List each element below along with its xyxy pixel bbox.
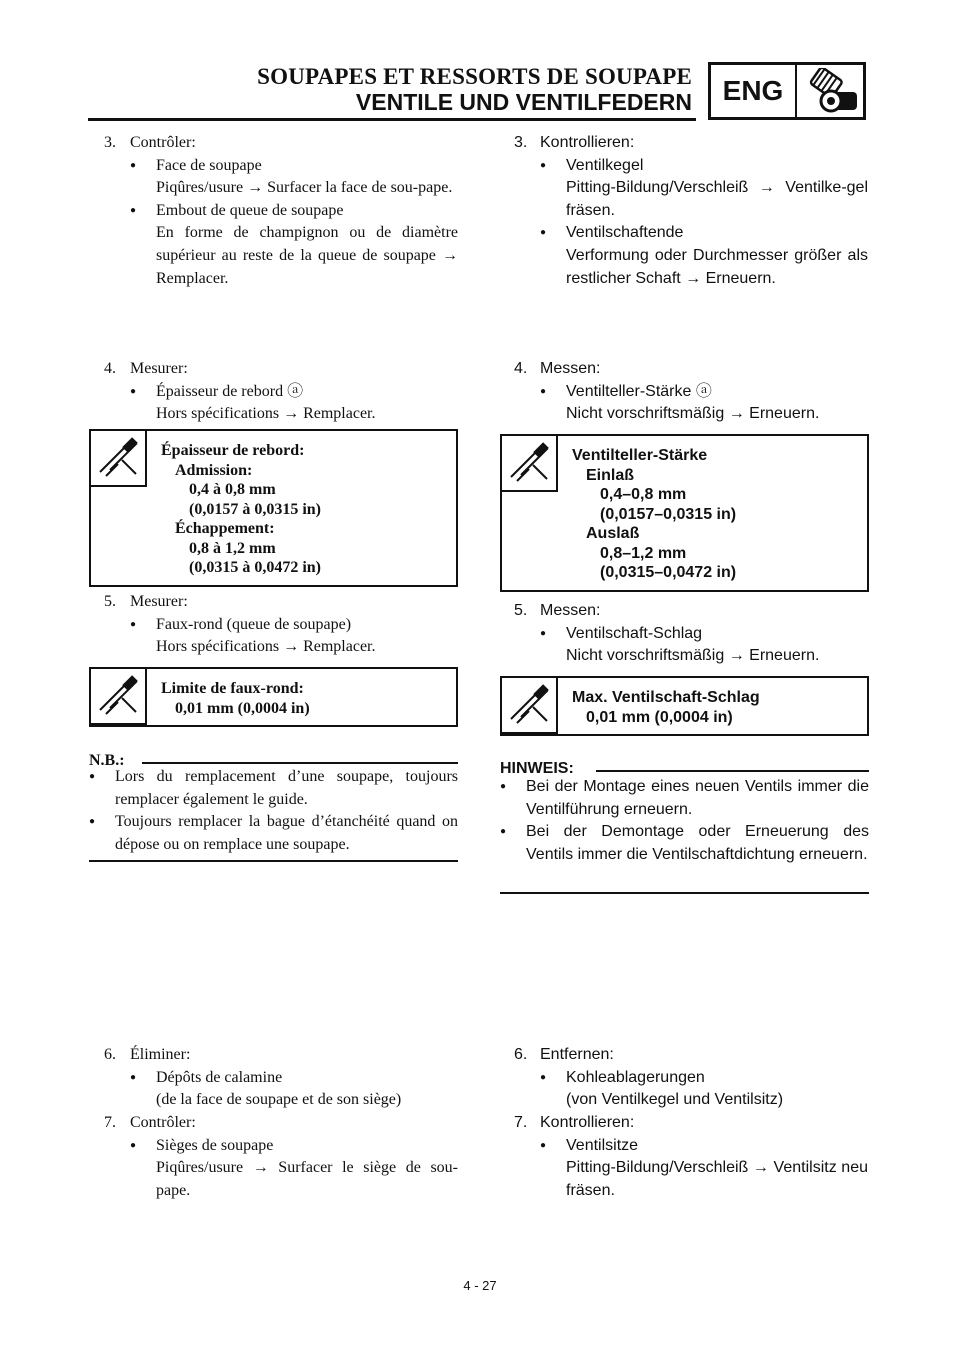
bullet-item: ● Dépôts de calamine: [130, 1067, 458, 1090]
step-title: Kontrollieren:: [540, 1114, 635, 1131]
step-title: Mesurer:: [130, 593, 188, 610]
step-number: 6.: [514, 1046, 528, 1063]
spec-value: (0,0157 à 0,0315 in): [189, 500, 321, 518]
page-number: 4 - 27: [463, 1278, 497, 1293]
note-rule: [596, 770, 869, 772]
caliper-icon: [502, 678, 558, 734]
section-tag: [708, 62, 866, 120]
note-item: ● Lors du remplacement d’une soupape, toujours remplacer également le guide.: [89, 766, 458, 811]
bullet-item: ● Ventilschaftende: [540, 222, 868, 245]
fr-spec-box-rim: [89, 429, 458, 587]
bullet-item: ● Ventilschaft-Schlag: [540, 623, 868, 646]
note-rule: [142, 762, 458, 764]
bullet-detail: Pitting-Bildung/Verschleiß → Ventilke-gel fräsen.: [566, 179, 868, 219]
bullet-item: ● Faux-rond (queue de soupape): [130, 614, 458, 637]
spec-label: Épaisseur de rebord:: [161, 442, 305, 459]
step-number: 3.: [104, 134, 116, 151]
spec-label: Ventilteller-Stärke: [572, 447, 708, 464]
step-number: 5.: [104, 593, 116, 610]
bullet-item: ● Épaisseur de rebord ⓐ: [130, 381, 458, 404]
bullet-detail: Piqûres/usure → Surfacer le siège de sou-pape.: [156, 1159, 458, 1199]
bullet-detail: Hors spécifications → Remplacer.: [156, 405, 376, 423]
spec-value: (0,0315 à 0,0472 in): [189, 559, 321, 576]
step-number: 4.: [514, 360, 528, 377]
step-number: 6.: [104, 1046, 116, 1063]
note-end-rule: [89, 860, 458, 862]
bullet-detail: En forme de champignon ou de diamètre supérieur au reste de la queue de soupape → Remplacer.: [156, 224, 458, 287]
page-title-fr: SOUPAPES ET RESSORTS DE SOUPAPE: [257, 64, 692, 89]
bullet-item: ● Sièges de soupape: [130, 1135, 458, 1158]
step-title: Messen:: [540, 360, 601, 377]
spec-label: Max. Ventilschaft-Schlag: [572, 689, 760, 706]
spec-value: 0,4 à 0,8 mm: [189, 481, 276, 498]
spec-value: (0,0157–0,0315 in): [600, 505, 737, 523]
fr-step-5: [104, 591, 458, 659]
spec-label: Échappement:: [175, 520, 275, 537]
bullet-detail: Pitting-Bildung/Verschleiß → Ventilsitz neu fräsen.: [566, 1159, 868, 1199]
step-title: Entfernen:: [540, 1046, 614, 1063]
step-number: 7.: [514, 1114, 528, 1131]
step-number: 7.: [104, 1114, 116, 1131]
page-title-de: VENTILE UND VENTILFEDERN: [355, 89, 692, 115]
engine-wrench-icon: [797, 65, 863, 117]
section-tag-label: ENG: [711, 65, 797, 117]
bullet-item: ● Face de soupape: [130, 155, 458, 178]
de-step-5: [514, 600, 868, 668]
spec-label: Einlaß: [586, 466, 635, 484]
note-item: ● Bei der Demontage oder Erneuerung des Ventils immer die Ventilschaftdichtung erneuern.: [500, 821, 869, 866]
bullet-detail: Verformung oder Durchmesser größer als restlicher Schaft → Erneuern.: [566, 246, 868, 287]
de-step-6: [514, 1044, 868, 1112]
note-item: ● Toujours remplacer la bague d’étanchéité quand on dépose ou on remplace une soupape.: [89, 811, 458, 856]
header-rule: [88, 118, 696, 121]
de-step-4: [514, 358, 868, 426]
bullet-item: ● Kohleablagerungen: [540, 1067, 868, 1090]
bullet-item: ● Ventilteller-Stärke ⓐ: [540, 381, 868, 404]
fr-note-heading: N.B.:: [89, 752, 125, 769]
caliper-icon: [91, 431, 147, 487]
note-end-rule: [500, 892, 869, 894]
de-step-3: [514, 132, 868, 290]
fr-step-7: [104, 1112, 458, 1202]
bullet-detail: Nicht vorschriftsmäßig → Erneuern.: [566, 647, 820, 665]
bullet-item: ● Ventilsitze: [540, 1135, 868, 1158]
spec-label: Auslaß: [586, 525, 640, 542]
note-item: ● Bei der Montage eines neuen Ventils immer die Ventilführung erneuern.: [500, 776, 869, 821]
bullet-item: ● Embout de queue de soupape: [130, 200, 458, 223]
caliper-icon: [91, 669, 147, 725]
bullet-detail: Hors spécifications → Remplacer.: [156, 638, 376, 656]
bullet-detail: (von Ventilkegel und Ventilsitz): [566, 1091, 784, 1109]
step-title: Kontrollieren:: [540, 134, 635, 151]
fr-step-4: [104, 358, 458, 426]
spec-label: Limite de faux-rond:: [161, 680, 304, 697]
spec-value: 0,4–0,8 mm: [600, 486, 687, 503]
bullet-detail: (de la face de soupape et de son siège): [156, 1091, 402, 1109]
caliper-icon: [502, 436, 558, 492]
step-title: Messen:: [540, 602, 601, 619]
spec-value: 0,8–1,2 mm: [600, 544, 687, 562]
spec-value: 0,01 mm (0,0004 in): [586, 708, 733, 726]
bullet-detail: Nicht vorschriftsmäßig → Erneuern.: [566, 405, 820, 423]
de-note-heading: HINWEIS:: [500, 760, 574, 777]
fr-step-6: [104, 1044, 458, 1112]
fr-note-list: [89, 766, 458, 856]
step-number: 3.: [514, 134, 528, 151]
fr-spec-box-runout: [89, 667, 458, 727]
step-title: Contrôler:: [130, 134, 196, 151]
de-step-7: [514, 1112, 868, 1202]
fr-step-3: [104, 132, 458, 290]
spec-value: 0,8 à 1,2 mm: [189, 539, 276, 557]
bullet-detail: Piqûres/usure → Surfacer la face de sou-pape.: [156, 179, 453, 197]
de-note-list: [500, 776, 869, 866]
step-number: 4.: [104, 360, 116, 377]
spec-label: Admission:: [175, 461, 253, 479]
step-title: Mesurer:: [130, 360, 188, 377]
step-title: Contrôler:: [130, 1114, 196, 1131]
de-spec-box-runout: [500, 676, 869, 736]
spec-value: (0,0315–0,0472 in): [600, 564, 737, 581]
step-number: 5.: [514, 602, 528, 619]
step-title: Éliminer:: [130, 1046, 191, 1063]
spec-value: 0,01 mm (0,0004 in): [175, 699, 310, 717]
de-spec-box-rim: [500, 434, 869, 592]
bullet-item: ● Ventilkegel: [540, 155, 868, 178]
